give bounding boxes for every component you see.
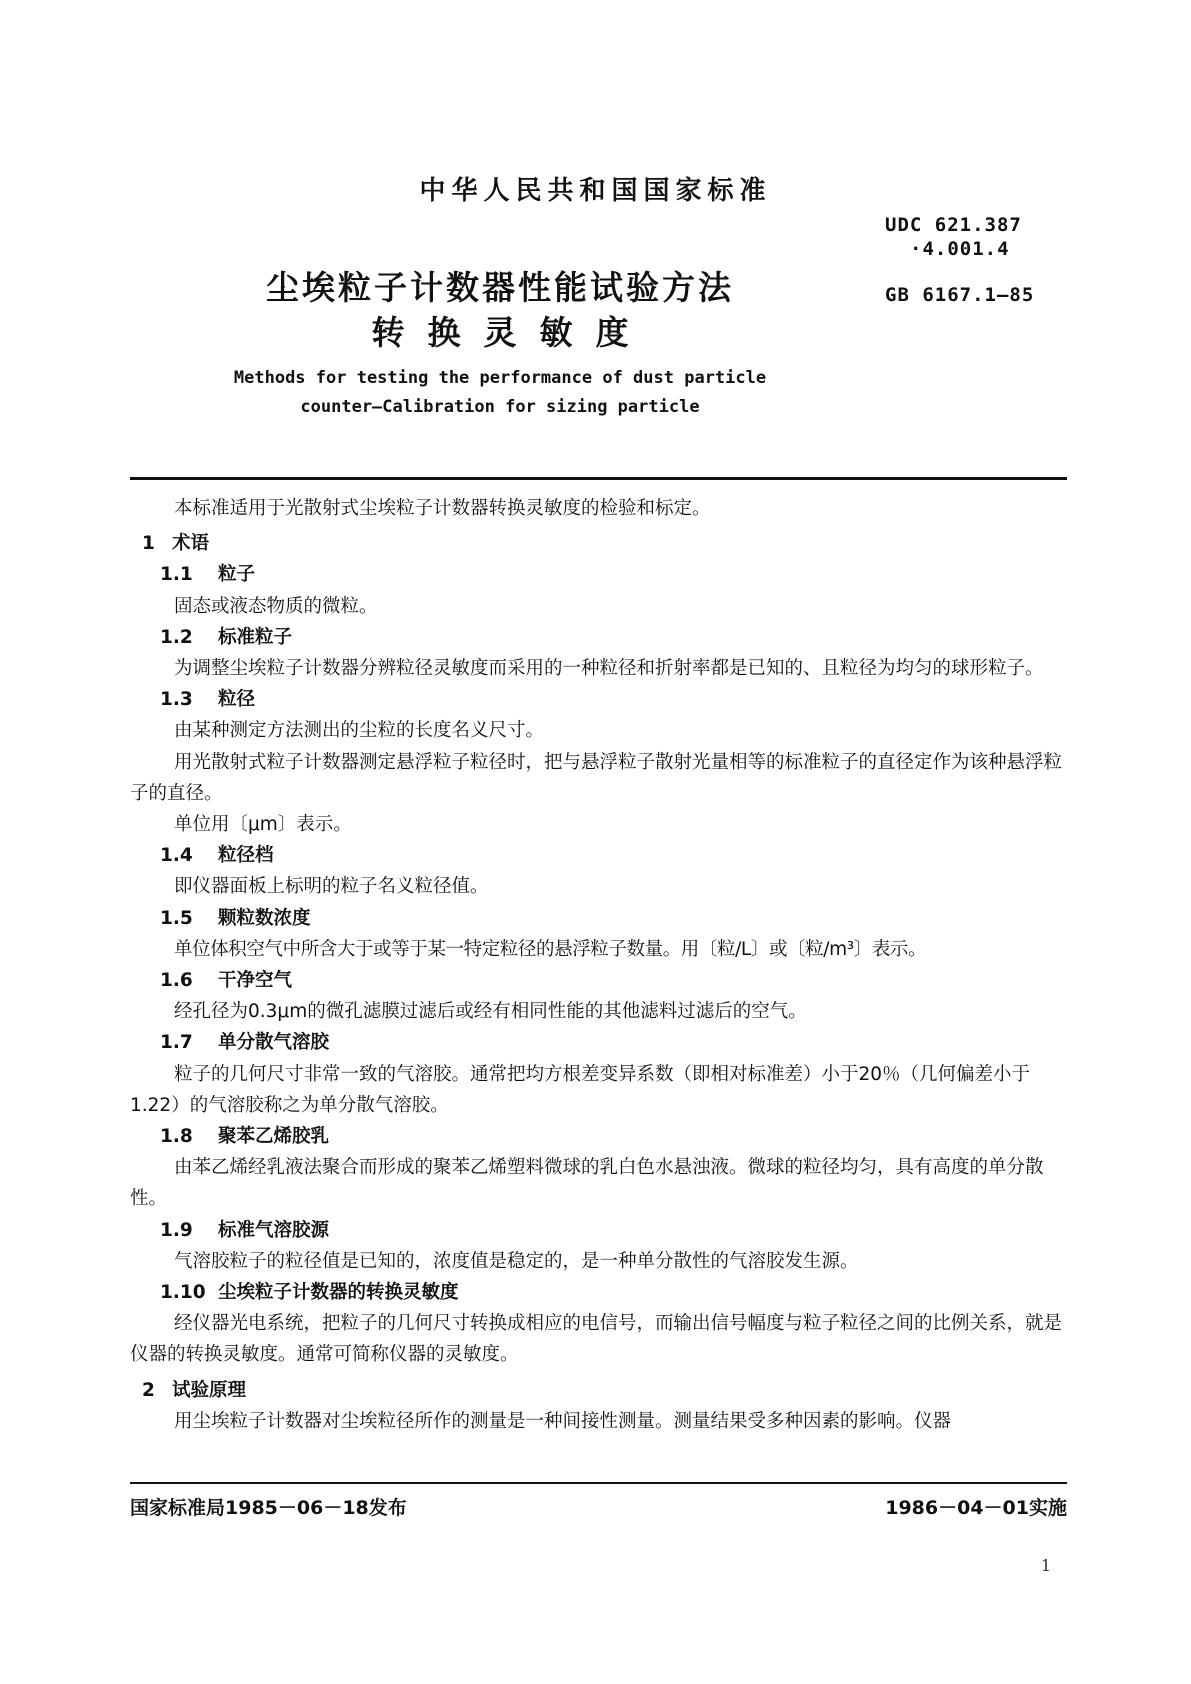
- section-heading: 1 术语: [142, 533, 210, 555]
- section-heading: 2 试验原理: [142, 1379, 247, 1401]
- title-zh-line2: 转 换 灵 敏 度: [371, 313, 629, 352]
- term-heading: 1.6 干净空气: [160, 970, 293, 992]
- term-heading: 1.9 标准气溶胶源: [160, 1219, 330, 1241]
- term-definition: 经孔径为0.3μm的微孔滤膜过滤后或经有相同性能的其他滤料过滤后的空气。: [174, 1001, 807, 1023]
- title-en-line1: Methods for testing the performance of dust particle: [233, 368, 767, 388]
- document-body: [130, 493, 1067, 1437]
- term-definition: 由苯乙烯经乳液法聚合而形成的聚苯乙烯塑料微球的乳白色水悬浊液。微球的粒径均匀，具有高度的单分散性。: [130, 1157, 1044, 1210]
- term-definition: 单位用〔μm〕表示。: [174, 814, 352, 836]
- title-zh-line1: 尘埃粒子计数器性能试验方法: [266, 268, 734, 307]
- page-number: 1: [1040, 1556, 1051, 1575]
- udc-code-line1: UDC 621.387: [885, 214, 1022, 236]
- term-definition: 用光散射式粒子计数器测定悬浮粒子粒径时，把与悬浮粒子散射光量相等的标准粒子的直径定作为该种悬浮粒子的直径。: [130, 751, 1063, 804]
- section-paragraph: 用尘埃粒子计数器对尘埃粒径所作的测量是一种间接性测量。测量结果受多种因素的影响。仪器: [174, 1410, 952, 1432]
- term-definition: 为调整尘埃粒子计数器分辨粒径灵敏度而采用的一种粒径和折射率都是已知的、且粒径为均匀的球形粒子。: [174, 658, 1044, 680]
- term-definition: 即仪器面板上标明的粒子名义粒径值。: [174, 876, 489, 898]
- term-definition: 固态或液态物质的微粒。: [174, 595, 378, 617]
- term-heading: 1.10 尘埃粒子计数器的转换灵敏度: [160, 1282, 459, 1304]
- term-definition: 单位体积空气中所含大于或等于某一特定粒径的悬浮粒子数量。用〔粒/L〕或〔粒/m³〕表示。: [174, 938, 927, 960]
- effective-date: 1986－04－01实施: [885, 1497, 1067, 1519]
- term-definition: 经仪器光电系统，把粒子的几何尺寸转换成相应的电信号，而输出信号幅度与粒子粒径之间的比例关系，就是仪器的转换灵敏度。通常可简称仪器的灵敏度。: [130, 1313, 1063, 1366]
- term-definition: 由某种测定方法测出的尘粒的长度名义尺寸。: [174, 720, 545, 742]
- term-heading: 1.4 粒径档: [160, 845, 274, 867]
- term-heading: 1.7 单分散气溶胶: [160, 1032, 330, 1054]
- udc-code-line2: ·4.001.4: [910, 238, 1010, 260]
- term-heading: 1.8 聚苯乙烯胶乳: [160, 1126, 330, 1148]
- footer-divider: [130, 1482, 1067, 1484]
- standard-code: GB 6167.1—85: [885, 284, 1035, 306]
- header-divider: [130, 477, 1067, 480]
- term-heading: 1.2 标准粒子: [160, 626, 293, 648]
- term-definition: 气溶胶粒子的粒径值是已知的，浓度值是稳定的，是一种单分散性的气溶胶发生源。: [174, 1250, 859, 1272]
- scope-paragraph: 本标准适用于光散射式尘埃粒子计数器转换灵敏度的检验和标定。: [174, 498, 711, 519]
- term-heading: 1.5 颗粒数浓度: [160, 907, 311, 929]
- issue-date: 国家标准局1985－06－18发布: [130, 1497, 407, 1519]
- term-heading: 1.3 粒径: [160, 689, 256, 711]
- title-en-line2: counter—Calibration for sizing particle: [300, 397, 700, 417]
- term-heading: 1.1 粒子: [160, 564, 256, 586]
- issuing-organization: 中华人民共和国国家标准: [419, 176, 772, 206]
- term-definition: 粒子的几何尺寸非常一致的气溶胶。通常把均方根差变异系数（即相对标准差）小于20％（几何偏差小于1.22）的气溶胶称之为单分散气溶胶。: [130, 1063, 1031, 1116]
